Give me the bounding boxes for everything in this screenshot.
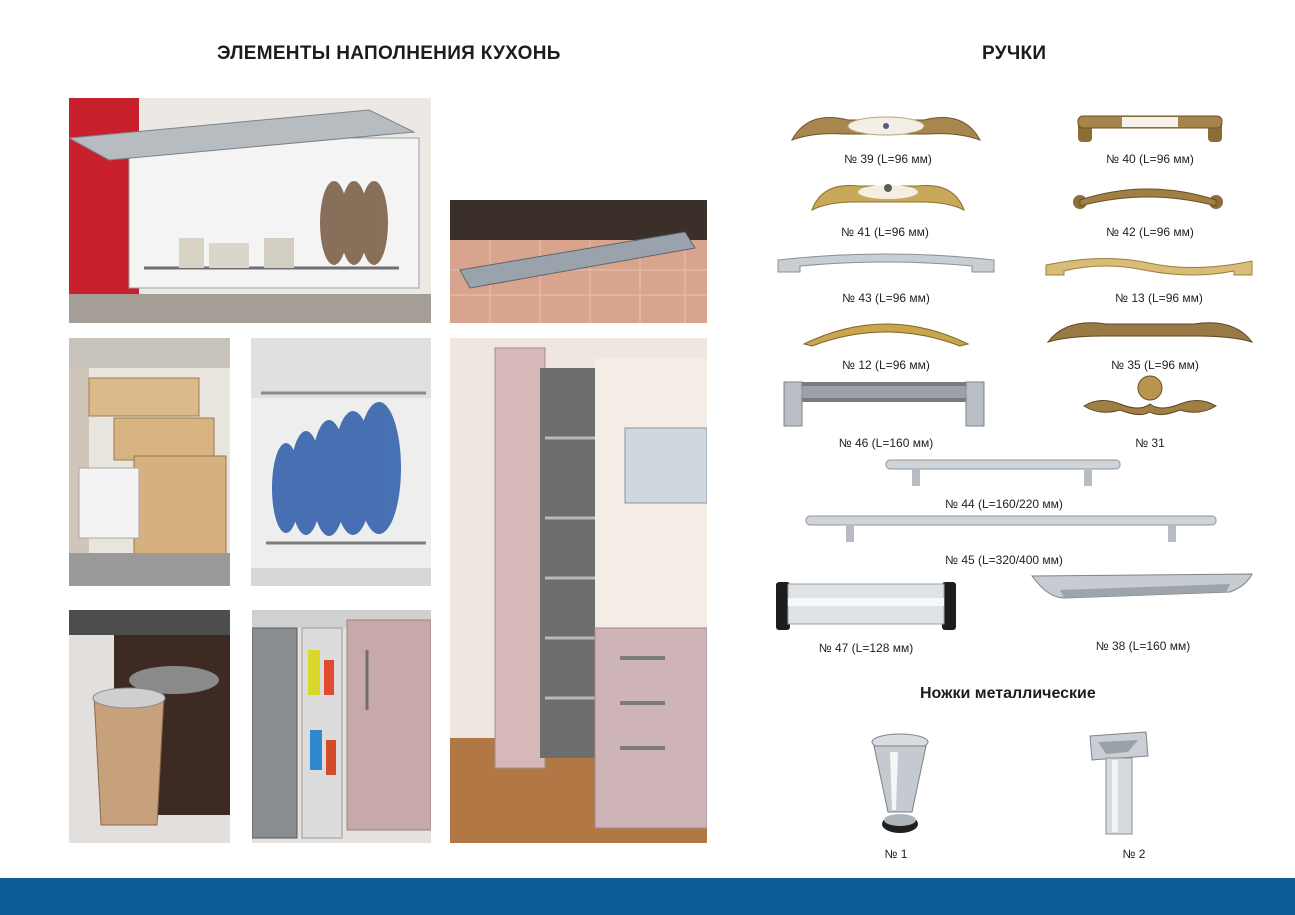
bottom-color-bar [0, 878, 1295, 915]
handle-45-caption: № 45 (L=320/400 мм) [945, 553, 1063, 567]
handle-40-caption: № 40 (L=96 мм) [1106, 152, 1194, 166]
handle-13-image [1044, 253, 1254, 281]
handle-31-caption: № 31 [1135, 436, 1165, 450]
handle-43-caption: № 43 (L=96 мм) [842, 291, 930, 305]
handle-44-caption: № 44 (L=160/220 мм) [945, 497, 1063, 511]
leg-1-caption: № 1 [884, 847, 908, 861]
photo-plate-rack [251, 338, 431, 586]
photo-drawers [69, 338, 230, 586]
handle-35-caption: № 35 (L=96 мм) [1111, 358, 1199, 372]
handle-43-image [776, 250, 996, 278]
leg-2-caption: № 2 [1122, 847, 1146, 861]
handle-44-image [884, 458, 1122, 488]
photo-under-cabinet-light [450, 200, 707, 323]
handle-41-image [808, 174, 968, 216]
handle-40-image [1072, 108, 1228, 144]
handle-38-image [1030, 572, 1254, 606]
right-section-title: РУЧКИ [982, 43, 1047, 64]
handle-46-image [770, 380, 990, 428]
leg-1-image [868, 732, 932, 836]
leg-2-image [1088, 730, 1150, 836]
handle-35-image [1046, 314, 1254, 346]
handle-42-image [1070, 182, 1226, 212]
handle-47-image [768, 574, 964, 632]
handle-42-caption: № 42 (L=96 мм) [1106, 225, 1194, 239]
photo-waste-bin [69, 610, 230, 843]
handle-38-caption: № 38 (L=160 мм) [1095, 639, 1191, 653]
photo-narrow-pullout [252, 610, 431, 843]
handle-13-caption: № 13 (L=96 мм) [1115, 291, 1203, 305]
handle-12-image [800, 314, 972, 348]
handle-39-caption: № 39 (L=96 мм) [844, 152, 932, 166]
handle-46-caption: № 46 (L=160 мм) [838, 436, 934, 450]
photo-tall-pullout-cabinet [450, 338, 707, 843]
handle-39-image [788, 100, 984, 148]
handle-12-caption: № 12 (L=96 мм) [842, 358, 930, 372]
handle-31-image [1080, 374, 1220, 420]
legs-section-title: Ножки металлические [920, 685, 1096, 702]
handle-45-image [804, 514, 1218, 544]
left-section-title: ЭЛЕМЕНТЫ НАПОЛНЕНИЯ КУХОНЬ [217, 43, 561, 64]
handle-41-caption: № 41 (L=96 мм) [841, 225, 929, 239]
photo-wall-cabinet-dish-rack [69, 98, 431, 323]
handle-47-caption: № 47 (L=128 мм) [818, 641, 914, 655]
